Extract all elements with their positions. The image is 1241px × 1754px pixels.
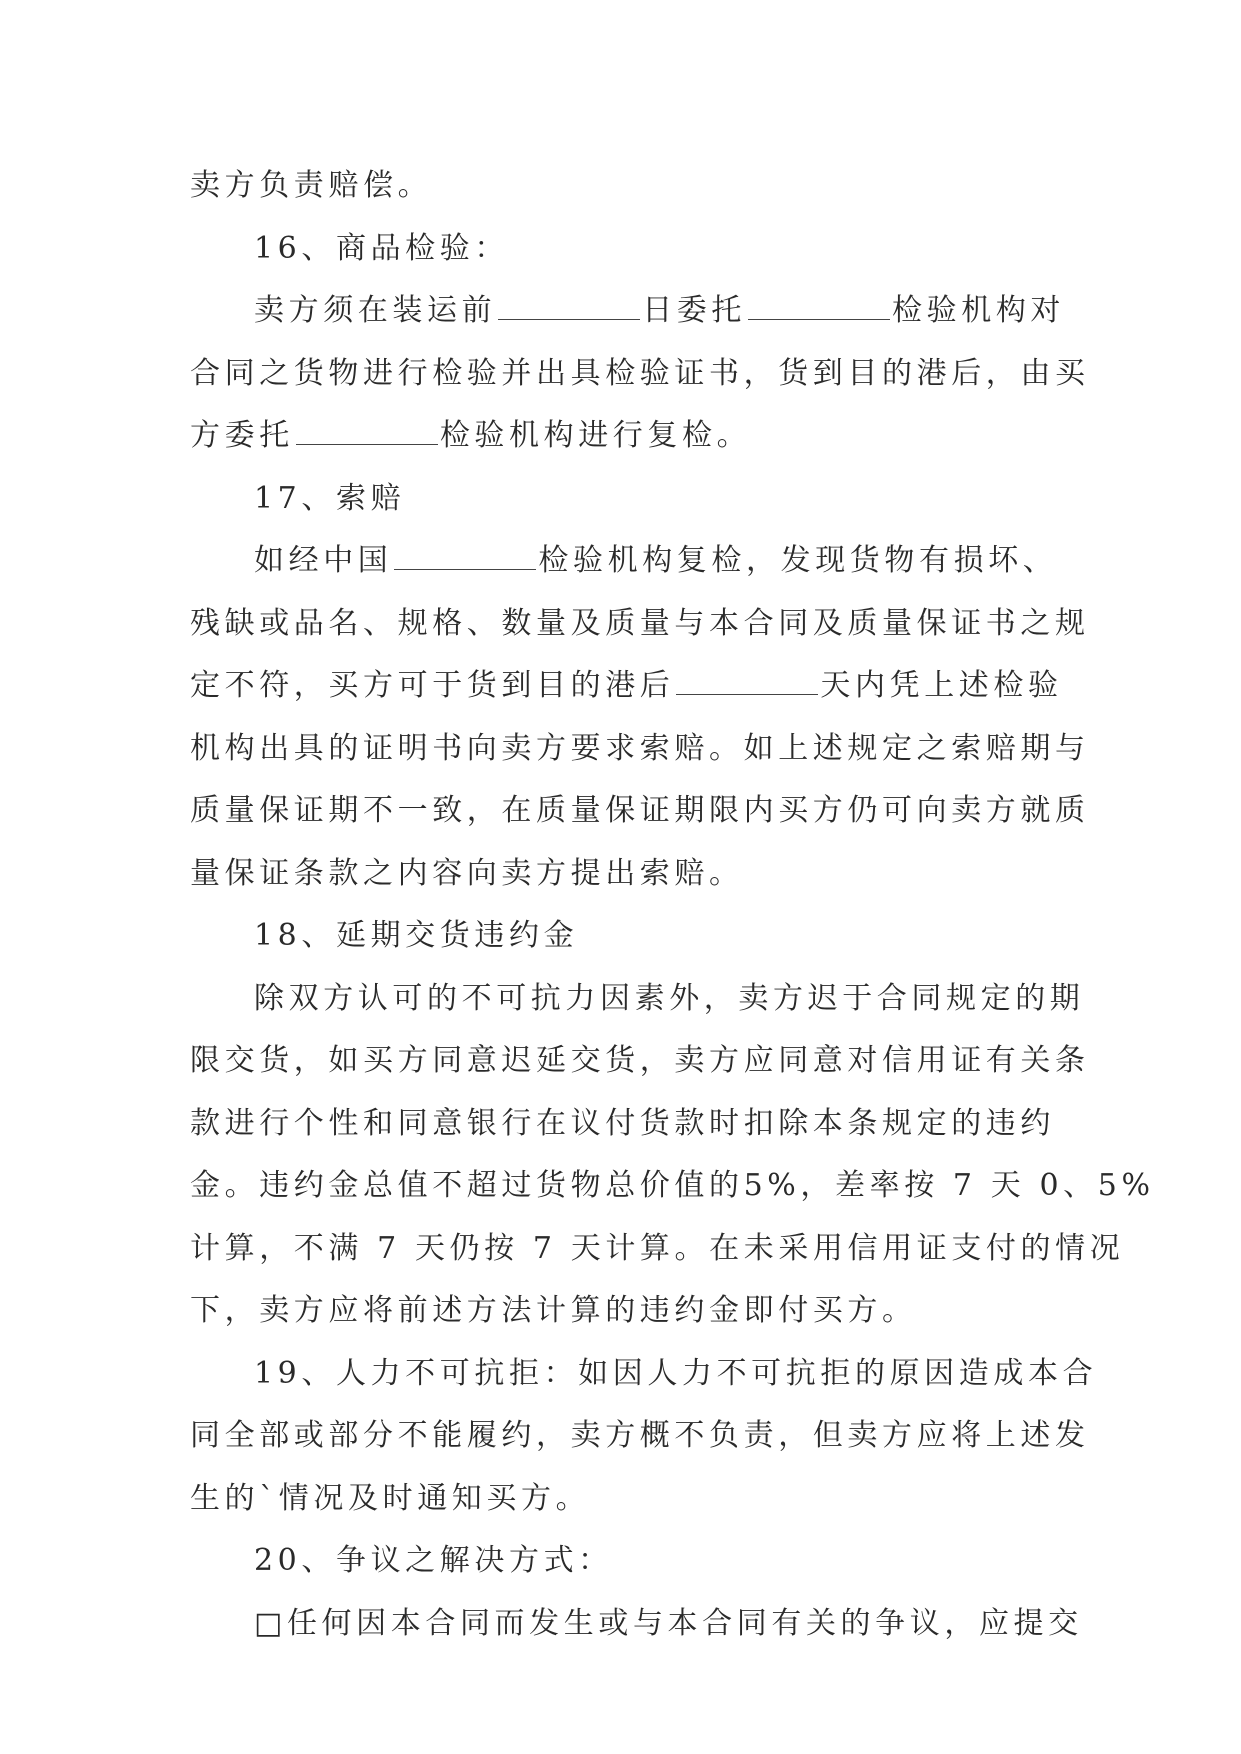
text-line-l1 [190, 155, 1060, 218]
text-segment: 机构出具的证明书向卖方要求索赔。如上述规定之索赔期与 [190, 730, 1090, 766]
text-line-l19 [190, 1280, 1060, 1343]
text-line-l14 [190, 968, 1085, 1031]
text-line-l22 [190, 1468, 1060, 1531]
text-segment: 19、人力不可抗拒：如因人力不可抗拒的原因造成本合 [254, 1355, 1098, 1391]
text-line-l12 [190, 843, 1060, 906]
text-segment: 卖方负责赔偿。 [190, 168, 433, 203]
text-segment: 合同之货物进行检验并出具检验证书，货到目的港后，由买 [190, 355, 1090, 391]
text-line-l13 [190, 905, 1060, 968]
fill-in-blank [498, 293, 640, 320]
text-line-l2 [190, 218, 1060, 281]
text-segment: 检验机构复检，发现货物有损坏、 [538, 543, 1058, 578]
text-segment: 量保证条款之内容向卖方提出索赔。 [190, 855, 744, 891]
text-segment: 款进行个性和同意银行在议付货款时扣除本条规定的违约 [190, 1105, 1055, 1141]
text-segment: 16、商品检验： [254, 230, 509, 266]
text-line-l5 [190, 405, 1060, 468]
text-segment: 定不符，买方可于货到目的港后 [190, 668, 675, 703]
text-segment: 检验机构对 [892, 293, 1066, 328]
text-segment: 质量保证期不一致，在质量保证期限内买方仍可向卖方就质 [190, 793, 1090, 828]
text-segment: 天内凭上述检验 [820, 668, 1063, 703]
text-line-l24 [190, 1593, 1083, 1656]
text-segment: 生的`情况及时通知买方。 [190, 1480, 591, 1516]
text-segment: 金。违约金总值不超过货物总价值的5%，差率按 7 天 0、5% [190, 1168, 1155, 1203]
text-segment: 17、索赔 [254, 480, 406, 516]
text-segment: 除双方认可的不可抗力因素外，卖方迟于合同规定的期 [254, 980, 1085, 1016]
text-segment: 卖方须在装运前 [254, 293, 497, 328]
text-segment: 20、争议之解决方式： [254, 1543, 613, 1578]
fill-in-blank [296, 418, 438, 445]
text-line-l17 [190, 1155, 1155, 1218]
text-line-l11 [190, 780, 1090, 843]
text-line-l23 [190, 1530, 1060, 1593]
text-segment: 限交货，如买方同意迟延交货，卖方应同意对信用证有关条 [190, 1043, 1090, 1078]
text-line-l8 [190, 593, 1090, 656]
document-page [190, 155, 1155, 1655]
text-segment: 下，卖方应将前述方法计算的违约金即付买方。 [190, 1293, 917, 1328]
text-line-l6 [190, 468, 1060, 531]
text-segment: 方委托 [190, 418, 294, 453]
text-line-l9 [190, 655, 1063, 718]
text-line-l18 [190, 1218, 1125, 1281]
fill-in-blank [394, 543, 536, 570]
text-segment: □任何因本合同而发生或与本合同有关的争议，应提交 [254, 1605, 1083, 1641]
text-line-l10 [190, 718, 1090, 781]
text-line-l3 [190, 280, 1066, 343]
text-line-l15 [190, 1030, 1090, 1093]
text-segment: 如经中国 [254, 543, 393, 578]
text-segment: 检验机构进行复检。 [439, 418, 752, 453]
text-line-l20 [190, 1343, 1098, 1406]
text-segment: 计算，不满 7 天仍按 7 天计算。在未采用信用证支付的情况 [190, 1230, 1125, 1266]
text-segment: 日委托 [642, 293, 747, 328]
fill-in-blank [676, 668, 818, 695]
text-segment: 18、延期交货违约金 [254, 918, 579, 953]
text-segment: 残缺或品名、规格、数量及质量与本合同及质量保证书之规 [190, 605, 1090, 641]
text-line-l7 [190, 530, 1060, 593]
fill-in-blank [748, 293, 890, 320]
text-line-l21 [190, 1405, 1090, 1468]
text-segment: 同全部或部分不能履约，卖方概不负责，但卖方应将上述发 [190, 1418, 1090, 1453]
text-line-l4 [190, 343, 1090, 406]
text-line-l16 [190, 1093, 1060, 1156]
